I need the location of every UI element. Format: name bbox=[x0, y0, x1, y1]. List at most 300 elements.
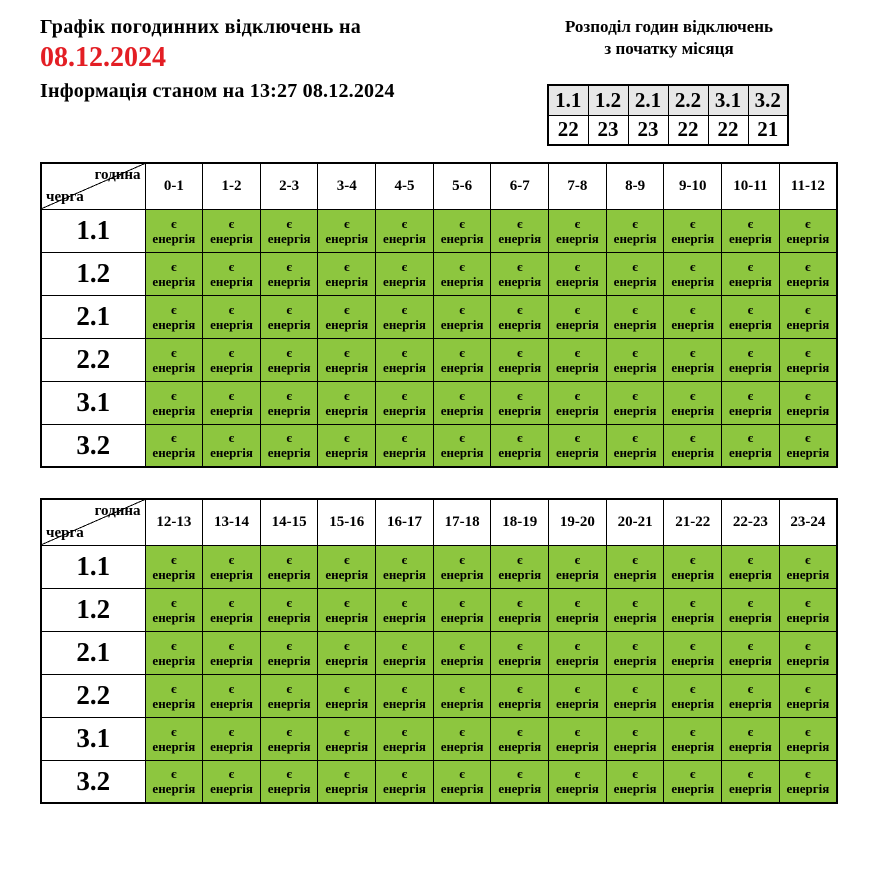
status-line2: енергія bbox=[325, 652, 369, 668]
energy-status-cell bbox=[376, 674, 434, 717]
distribution-queue-cell: 3.1 bbox=[708, 85, 748, 115]
queue-label-cell: 2.2 bbox=[41, 674, 145, 717]
energy-status-cell bbox=[722, 381, 780, 424]
status-line1: є bbox=[574, 723, 581, 739]
energy-status-cell bbox=[664, 209, 722, 252]
status-line2: енергія bbox=[728, 609, 772, 625]
status-line2: енергія bbox=[671, 609, 715, 625]
energy-status-cell bbox=[606, 295, 664, 338]
energy-status-cell bbox=[260, 338, 318, 381]
status-line1: є bbox=[632, 301, 638, 317]
status-line2: енергія bbox=[556, 273, 599, 289]
energy-status-cell bbox=[779, 295, 837, 338]
energy-status-cell bbox=[779, 338, 837, 381]
energy-status-cell bbox=[433, 545, 491, 588]
hour-header-cell: 1-2 bbox=[203, 163, 261, 209]
status-line1: є bbox=[401, 258, 408, 274]
status-line1: є bbox=[632, 680, 638, 696]
status-line1: є bbox=[632, 637, 638, 653]
energy-status-cell bbox=[318, 674, 376, 717]
energy-status-cell bbox=[318, 338, 376, 381]
queue-label-cell: 1.1 bbox=[41, 209, 145, 252]
status-line2: енергія bbox=[383, 609, 426, 625]
corner-cell bbox=[41, 163, 145, 209]
status-line2: енергія bbox=[210, 695, 253, 711]
status-line1: є bbox=[574, 637, 581, 653]
energy-status-cell bbox=[491, 381, 549, 424]
status-line2: енергія bbox=[325, 445, 369, 461]
queue-label-cell: 1.2 bbox=[41, 588, 145, 631]
status-line1: є bbox=[459, 344, 465, 360]
status-line2: енергія bbox=[728, 738, 772, 754]
status-line1: є bbox=[343, 387, 350, 403]
status-line2: енергія bbox=[210, 359, 253, 375]
status-line2: енергія bbox=[267, 230, 311, 246]
status-line1: є bbox=[286, 723, 292, 739]
status-line2: енергія bbox=[440, 359, 484, 375]
energy-status-cell bbox=[491, 588, 549, 631]
status-line1: є bbox=[805, 766, 811, 782]
status-line1: є bbox=[516, 215, 523, 231]
status-line2: енергія bbox=[383, 230, 426, 246]
energy-status-cell bbox=[549, 717, 607, 760]
status-line2: енергія bbox=[556, 781, 599, 797]
status-line1: є bbox=[574, 430, 581, 446]
status-line2: енергія bbox=[728, 316, 772, 332]
status-line2: енергія bbox=[325, 273, 369, 289]
hour-header-row bbox=[41, 163, 837, 209]
queue-row bbox=[41, 252, 837, 295]
energy-status-cell bbox=[203, 545, 261, 588]
status-line1: є bbox=[171, 301, 177, 317]
status-line2: енергія bbox=[383, 316, 426, 332]
energy-status-cell bbox=[203, 760, 261, 803]
queue-row bbox=[41, 717, 837, 760]
energy-status-cell bbox=[260, 295, 318, 338]
status-line2: енергія bbox=[325, 609, 369, 625]
status-line2: енергія bbox=[383, 445, 426, 461]
status-line1: є bbox=[459, 551, 465, 567]
status-line2: енергія bbox=[613, 316, 657, 332]
page-title: Графік погодинних відключень на bbox=[40, 16, 362, 38]
status-line1: є bbox=[574, 258, 581, 274]
status-line2: енергія bbox=[210, 738, 253, 754]
energy-status-cell bbox=[145, 545, 203, 588]
energy-status-cell bbox=[433, 631, 491, 674]
status-line2: енергія bbox=[152, 609, 196, 625]
status-line1: є bbox=[401, 723, 408, 739]
status-line1: є bbox=[401, 637, 408, 653]
hour-header-cell: 13-14 bbox=[203, 499, 261, 545]
status-line1: є bbox=[171, 637, 177, 653]
distribution-queue-cell: 2.1 bbox=[628, 85, 668, 115]
status-line2: енергія bbox=[440, 402, 484, 418]
status-line2: енергія bbox=[383, 781, 426, 797]
status-line1: є bbox=[228, 344, 235, 360]
status-line2: енергія bbox=[498, 273, 542, 289]
energy-status-cell bbox=[433, 424, 491, 467]
status-line2: енергія bbox=[498, 402, 542, 418]
status-line1: є bbox=[747, 680, 754, 696]
queue-label-cell: 2.2 bbox=[41, 338, 145, 381]
energy-status-cell bbox=[376, 717, 434, 760]
status-line1: є bbox=[689, 215, 696, 231]
energy-status-cell bbox=[145, 295, 203, 338]
status-line1: є bbox=[632, 258, 638, 274]
status-line2: енергія bbox=[440, 445, 484, 461]
energy-status-cell bbox=[606, 338, 664, 381]
energy-status-cell bbox=[145, 717, 203, 760]
status-line2: енергія bbox=[325, 695, 369, 711]
status-line2: енергія bbox=[728, 230, 772, 246]
status-line2: енергія bbox=[498, 695, 542, 711]
distribution-title-line1: Розподіл годин відключень bbox=[564, 17, 774, 36]
status-line2: енергія bbox=[152, 652, 196, 668]
status-line1: є bbox=[228, 723, 235, 739]
status-line2: енергія bbox=[728, 781, 772, 797]
status-line2: енергія bbox=[728, 359, 772, 375]
energy-status-cell bbox=[606, 424, 664, 467]
status-line1: є bbox=[171, 680, 177, 696]
status-line1: є bbox=[171, 258, 177, 274]
status-line1: є bbox=[516, 637, 523, 653]
energy-status-cell bbox=[203, 588, 261, 631]
energy-status-cell bbox=[779, 588, 837, 631]
energy-status-cell bbox=[145, 588, 203, 631]
energy-status-cell bbox=[664, 588, 722, 631]
status-line1: є bbox=[747, 430, 754, 446]
status-line2: енергія bbox=[556, 359, 599, 375]
status-line1: є bbox=[228, 258, 235, 274]
energy-status-cell bbox=[376, 381, 434, 424]
status-line1: є bbox=[574, 594, 581, 610]
status-line1: є bbox=[459, 258, 465, 274]
hour-header-cell: 18-19 bbox=[491, 499, 549, 545]
energy-status-cell bbox=[203, 717, 261, 760]
status-line1: є bbox=[689, 766, 696, 782]
status-line2: енергія bbox=[613, 652, 657, 668]
energy-status-cell bbox=[779, 424, 837, 467]
energy-status-cell bbox=[779, 209, 837, 252]
status-line1: є bbox=[286, 215, 292, 231]
status-line2: енергія bbox=[210, 445, 253, 461]
energy-status-cell bbox=[376, 424, 434, 467]
status-line1: є bbox=[574, 766, 581, 782]
status-line1: є bbox=[343, 594, 350, 610]
status-line2: енергія bbox=[498, 445, 542, 461]
status-line2: енергія bbox=[786, 738, 830, 754]
status-line2: енергія bbox=[556, 609, 599, 625]
energy-status-cell bbox=[376, 252, 434, 295]
status-line2: енергія bbox=[325, 566, 369, 582]
status-line1: є bbox=[747, 723, 754, 739]
status-line1: є bbox=[747, 387, 754, 403]
status-line2: енергія bbox=[210, 230, 253, 246]
queue-label-cell: 3.1 bbox=[41, 717, 145, 760]
status-line1: є bbox=[516, 301, 523, 317]
distribution-queue-cell: 1.1 bbox=[548, 85, 588, 115]
status-line2: енергія bbox=[671, 359, 715, 375]
energy-status-cell bbox=[779, 674, 837, 717]
energy-status-cell bbox=[145, 209, 203, 252]
status-line1: є bbox=[689, 594, 696, 610]
energy-status-cell bbox=[664, 338, 722, 381]
status-line1: є bbox=[516, 594, 523, 610]
status-line1: є bbox=[286, 258, 292, 274]
distribution-hours-cell: 23 bbox=[628, 115, 668, 145]
energy-status-cell bbox=[145, 381, 203, 424]
status-line2: енергія bbox=[786, 566, 830, 582]
status-line1: є bbox=[516, 258, 523, 274]
status-line2: енергія bbox=[786, 609, 830, 625]
energy-status-cell bbox=[145, 338, 203, 381]
status-line1: є bbox=[286, 594, 292, 610]
status-line1: є bbox=[805, 680, 811, 696]
energy-status-cell bbox=[779, 760, 837, 803]
status-line1: є bbox=[171, 551, 177, 567]
status-line2: енергія bbox=[786, 230, 830, 246]
energy-status-cell bbox=[433, 717, 491, 760]
status-line2: енергія bbox=[152, 566, 196, 582]
energy-status-cell bbox=[433, 674, 491, 717]
status-line2: енергія bbox=[786, 445, 830, 461]
energy-status-cell bbox=[779, 381, 837, 424]
status-line1: є bbox=[805, 215, 811, 231]
hour-header-row bbox=[41, 499, 837, 545]
energy-status-cell bbox=[203, 295, 261, 338]
status-line2: енергія bbox=[498, 359, 542, 375]
status-line1: є bbox=[805, 430, 811, 446]
status-line2: енергія bbox=[671, 445, 715, 461]
status-line1: є bbox=[689, 387, 696, 403]
status-line2: енергія bbox=[728, 402, 772, 418]
corner-queue-label: черга bbox=[46, 188, 84, 205]
status-line1: є bbox=[516, 551, 523, 567]
status-line1: є bbox=[516, 723, 523, 739]
status-line1: є bbox=[689, 301, 696, 317]
energy-status-cell bbox=[491, 674, 549, 717]
energy-status-cell bbox=[664, 674, 722, 717]
energy-status-cell bbox=[376, 545, 434, 588]
status-line1: є bbox=[747, 344, 754, 360]
status-line2: енергія bbox=[613, 738, 657, 754]
status-line1: є bbox=[689, 637, 696, 653]
status-line1: є bbox=[401, 215, 408, 231]
status-line1: є bbox=[171, 344, 177, 360]
status-line1: є bbox=[343, 258, 350, 274]
status-line2: енергія bbox=[267, 695, 311, 711]
energy-status-cell bbox=[376, 588, 434, 631]
hour-header-cell: 7-8 bbox=[549, 163, 607, 209]
distribution-hours-cell: 22 bbox=[548, 115, 588, 145]
distribution-title bbox=[546, 16, 792, 60]
energy-status-cell bbox=[145, 760, 203, 803]
status-line2: енергія bbox=[498, 738, 542, 754]
status-line1: є bbox=[171, 723, 177, 739]
energy-status-cell bbox=[664, 252, 722, 295]
queue-label-cell: 1.2 bbox=[41, 252, 145, 295]
status-line1: є bbox=[459, 637, 465, 653]
status-line2: енергія bbox=[440, 230, 484, 246]
status-line2: енергія bbox=[267, 738, 311, 754]
queue-label-cell: 3.2 bbox=[41, 424, 145, 467]
energy-status-cell bbox=[260, 545, 318, 588]
status-line1: є bbox=[401, 430, 408, 446]
status-line2: енергія bbox=[383, 402, 426, 418]
schedule-table-afternoon bbox=[40, 498, 838, 804]
status-line1: є bbox=[228, 430, 235, 446]
status-line1: є bbox=[459, 301, 465, 317]
status-line1: є bbox=[286, 551, 292, 567]
status-line2: енергія bbox=[671, 402, 715, 418]
status-line2: енергія bbox=[267, 402, 311, 418]
queue-row bbox=[41, 588, 837, 631]
energy-status-cell bbox=[318, 252, 376, 295]
status-line2: енергія bbox=[671, 781, 715, 797]
status-line2: енергія bbox=[556, 445, 599, 461]
status-line2: енергія bbox=[440, 738, 484, 754]
energy-status-cell bbox=[376, 338, 434, 381]
status-line2: енергія bbox=[613, 695, 657, 711]
status-line2: енергія bbox=[152, 445, 196, 461]
energy-status-cell bbox=[145, 631, 203, 674]
energy-status-cell bbox=[433, 381, 491, 424]
energy-status-cell bbox=[606, 545, 664, 588]
energy-status-cell bbox=[433, 588, 491, 631]
energy-status-cell bbox=[318, 545, 376, 588]
energy-status-cell bbox=[722, 252, 780, 295]
queue-row bbox=[41, 295, 837, 338]
status-line1: є bbox=[401, 680, 408, 696]
energy-status-cell bbox=[664, 760, 722, 803]
status-line2: енергія bbox=[556, 566, 599, 582]
corner-hour-label: година bbox=[94, 167, 141, 183]
status-line1: є bbox=[516, 344, 523, 360]
energy-status-cell bbox=[491, 545, 549, 588]
status-line1: є bbox=[516, 387, 523, 403]
status-line2: енергія bbox=[728, 273, 772, 289]
status-line2: енергія bbox=[556, 402, 599, 418]
energy-status-cell bbox=[722, 674, 780, 717]
status-line2: енергія bbox=[267, 445, 311, 461]
status-line1: є bbox=[343, 215, 350, 231]
status-line2: енергія bbox=[728, 566, 772, 582]
status-line1: є bbox=[343, 723, 350, 739]
hour-header-cell: 10-11 bbox=[722, 163, 780, 209]
energy-status-cell bbox=[203, 381, 261, 424]
hour-header-cell: 5-6 bbox=[433, 163, 491, 209]
status-line2: енергія bbox=[383, 738, 426, 754]
energy-status-cell bbox=[491, 295, 549, 338]
energy-status-cell bbox=[722, 545, 780, 588]
status-line2: енергія bbox=[383, 695, 426, 711]
energy-status-cell bbox=[606, 717, 664, 760]
queue-row bbox=[41, 545, 837, 588]
status-line1: є bbox=[343, 680, 350, 696]
hour-header-cell: 12-13 bbox=[145, 499, 203, 545]
energy-status-cell bbox=[491, 760, 549, 803]
status-line1: є bbox=[574, 551, 581, 567]
status-line1: є bbox=[343, 344, 350, 360]
status-line1: є bbox=[805, 344, 811, 360]
energy-status-cell bbox=[376, 760, 434, 803]
queue-row bbox=[41, 424, 837, 467]
energy-status-cell bbox=[433, 338, 491, 381]
status-line2: енергія bbox=[210, 273, 253, 289]
queue-row bbox=[41, 338, 837, 381]
energy-status-cell bbox=[203, 252, 261, 295]
hour-header-cell: 8-9 bbox=[606, 163, 664, 209]
status-line2: енергія bbox=[728, 695, 772, 711]
energy-status-cell bbox=[203, 338, 261, 381]
distribution-values-row bbox=[548, 115, 788, 145]
status-line1: є bbox=[401, 387, 408, 403]
status-line1: є bbox=[171, 387, 177, 403]
status-line2: енергія bbox=[671, 316, 715, 332]
energy-status-cell bbox=[664, 295, 722, 338]
energy-status-cell bbox=[260, 717, 318, 760]
energy-status-cell bbox=[606, 381, 664, 424]
info-timestamp: Інформація станом на 13:27 08.12.2024 bbox=[40, 80, 395, 102]
status-line1: є bbox=[401, 344, 408, 360]
energy-status-cell bbox=[145, 424, 203, 467]
energy-status-cell bbox=[549, 760, 607, 803]
energy-status-cell bbox=[260, 252, 318, 295]
status-line2: енергія bbox=[613, 566, 657, 582]
energy-status-cell bbox=[779, 545, 837, 588]
status-line1: є bbox=[459, 680, 465, 696]
status-line2: енергія bbox=[440, 781, 484, 797]
energy-status-cell bbox=[260, 381, 318, 424]
status-line2: енергія bbox=[613, 273, 657, 289]
status-line2: енергія bbox=[440, 273, 484, 289]
energy-status-cell bbox=[549, 381, 607, 424]
energy-status-cell bbox=[606, 760, 664, 803]
queue-row bbox=[41, 760, 837, 803]
status-line2: енергія bbox=[383, 273, 426, 289]
status-line2: енергія bbox=[728, 652, 772, 668]
status-line1: є bbox=[632, 594, 638, 610]
status-line2: енергія bbox=[556, 316, 599, 332]
queue-label-cell: 1.1 bbox=[41, 545, 145, 588]
status-line2: енергія bbox=[210, 316, 253, 332]
queue-label-cell: 3.2 bbox=[41, 760, 145, 803]
energy-status-cell bbox=[549, 338, 607, 381]
status-line1: є bbox=[574, 344, 581, 360]
energy-status-cell bbox=[376, 209, 434, 252]
energy-status-cell bbox=[433, 760, 491, 803]
queue-row bbox=[41, 674, 837, 717]
status-line2: енергія bbox=[325, 230, 369, 246]
status-line1: є bbox=[459, 766, 465, 782]
energy-status-cell bbox=[722, 631, 780, 674]
status-line2: енергія bbox=[210, 781, 253, 797]
status-line2: енергія bbox=[498, 609, 542, 625]
energy-status-cell bbox=[549, 674, 607, 717]
status-line1: є bbox=[632, 215, 638, 231]
status-line2: енергія bbox=[498, 566, 542, 582]
energy-status-cell bbox=[376, 295, 434, 338]
status-line2: енергія bbox=[613, 359, 657, 375]
queue-label-cell: 3.1 bbox=[41, 381, 145, 424]
energy-status-cell bbox=[549, 252, 607, 295]
energy-status-cell bbox=[260, 424, 318, 467]
status-line1: є bbox=[228, 680, 235, 696]
hour-header-cell: 14-15 bbox=[260, 499, 318, 545]
status-line2: енергія bbox=[152, 359, 196, 375]
energy-status-cell bbox=[491, 631, 549, 674]
status-line1: є bbox=[689, 551, 696, 567]
